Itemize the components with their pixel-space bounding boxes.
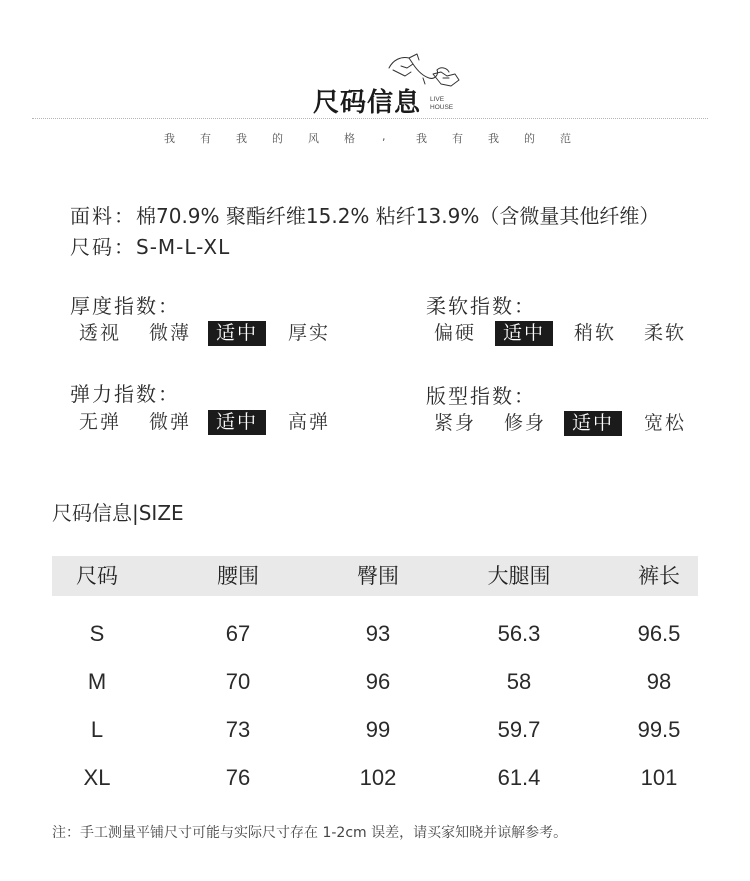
table-cell-waist: 70 <box>225 669 251 694</box>
table-cell-waist: 67 <box>225 621 251 646</box>
fabric-label: 面料： <box>70 204 136 228</box>
brand-sublabel <box>430 96 453 112</box>
size-range-label: 尺码： <box>70 235 136 259</box>
fabric-line <box>70 200 659 229</box>
fit-option: 修身 <box>503 412 546 434</box>
fit-option: 紧身 <box>433 412 476 434</box>
table-cell-size: M <box>87 669 107 694</box>
elasticity-option: 微弹 <box>148 411 191 433</box>
table-cell-size: XL <box>83 765 111 790</box>
elasticity-option: 无弹 <box>78 411 121 433</box>
elasticity-option: 高弹 <box>287 411 330 433</box>
column-header-thigh: 大腿围 <box>487 564 551 588</box>
page-title: 尺码信息 <box>313 88 422 118</box>
softness-option: 偏硬 <box>433 322 476 344</box>
column-header-length: 裤长 <box>638 564 680 588</box>
size-range-line <box>70 231 230 260</box>
table-cell-length: 101 <box>640 765 678 790</box>
thickness-option: 透视 <box>78 322 121 344</box>
table-cell-hip: 99 <box>365 717 391 742</box>
fit-option-selected: 适中 <box>564 411 622 436</box>
thickness-option: 厚实 <box>287 322 330 344</box>
brand-sublabel-line2: HOUSE <box>430 104 454 111</box>
tagline-char: 我 <box>164 132 175 145</box>
elasticity-index-title: 弹力指数： <box>70 382 180 406</box>
fabric-value: 棉70.9% 聚酯纤维15.2% 粘纤13.9%（含微量其他纤维） <box>136 204 660 228</box>
elasticity-option-selected: 适中 <box>208 410 266 435</box>
table-cell-length: 96.5 <box>637 621 681 646</box>
size-range-value: S-M-L-XL <box>136 235 231 259</box>
column-header-size: 尺码 <box>76 564 118 588</box>
table-cell-waist: 76 <box>225 765 251 790</box>
softness-option: 稍软 <box>573 322 616 344</box>
softness-option: 柔软 <box>643 322 686 344</box>
brand-sublabel-line1: LIVE <box>430 96 445 103</box>
softness-index-title: 柔软指数： <box>426 294 536 318</box>
tagline-char: 范 <box>560 132 571 145</box>
table-cell-length: 99.5 <box>637 717 681 742</box>
tagline-char: 有 <box>452 132 463 145</box>
tagline <box>0 130 750 144</box>
tagline-char: 我 <box>488 132 499 145</box>
tagline-char: 的 <box>272 132 283 145</box>
table-cell-waist: 73 <box>225 717 251 742</box>
thickness-option-selected: 适中 <box>208 321 266 346</box>
thickness-index-title: 厚度指数： <box>70 294 180 318</box>
size-section-heading: 尺码信息|SIZE <box>52 501 184 525</box>
table-cell-thigh: 56.3 <box>497 621 541 646</box>
table-cell-hip: 96 <box>365 669 391 694</box>
tagline-char: 的 <box>524 132 535 145</box>
softness-option-selected: 适中 <box>495 321 553 346</box>
table-cell-size: S <box>89 621 105 646</box>
column-header-hip: 臀围 <box>357 564 399 588</box>
thickness-option: 微薄 <box>148 322 191 344</box>
header-divider <box>32 118 708 119</box>
table-cell-thigh: 58 <box>506 669 532 694</box>
tagline-char: , <box>382 130 386 143</box>
tagline-char: 格 <box>344 132 355 145</box>
table-cell-thigh: 59.7 <box>497 717 541 742</box>
table-cell-length: 98 <box>646 669 672 694</box>
table-cell-hip: 93 <box>365 621 391 646</box>
measurement-note: 注：手工测量平铺尺寸可能与实际尺寸存在 1-2cm 误差，请买家知晓并谅解参考。 <box>52 825 568 841</box>
table-cell-size: L <box>90 717 104 742</box>
tagline-char: 有 <box>200 132 211 145</box>
table-cell-thigh: 61.4 <box>497 765 541 790</box>
tagline-char: 我 <box>236 132 247 145</box>
fit-option: 宽松 <box>643 412 686 434</box>
table-cell-hip: 102 <box>359 765 397 790</box>
tagline-char: 风 <box>308 132 319 145</box>
fit-index-title: 版型指数： <box>426 384 536 408</box>
tagline-char: 我 <box>416 132 427 145</box>
column-header-waist: 腰围 <box>217 564 259 588</box>
